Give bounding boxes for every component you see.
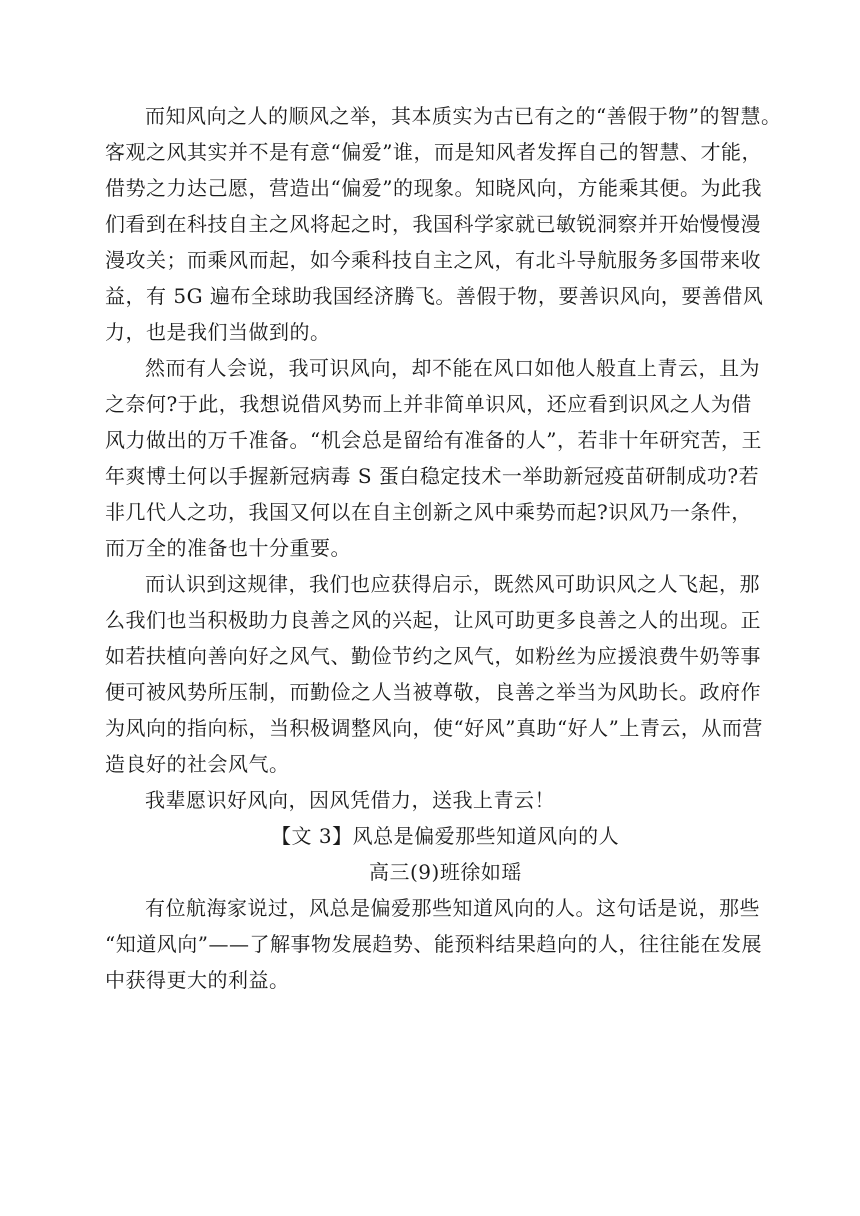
paragraph-line: 益，有 5G 遍布全球助我国经济腾飞。善假于物，要善识风向，要善借风 — [105, 284, 764, 308]
paragraph-line: 中获得更大的利益。 — [105, 968, 290, 992]
paragraph-line: 客观之风其实并不是有意“偏爱”谁，而是知风者发挥自己的智慧、才能， — [105, 140, 762, 164]
paragraph-line: 然而有人会说，我可识风向，却不能在风口如他人般直上青云，且为 — [145, 356, 760, 380]
paragraph-line: 如若扶植向善向好之风气、勤俭节约之风气，如粉丝为应援浪费牛奶等事 — [105, 644, 761, 668]
paragraph-line: 年爽博土何以手握新冠病毒 S 蛋白稳定技术一举助新冠疫苗研制成功?若 — [105, 464, 760, 488]
paragraph-line: 而知风向之人的顺风之举，其本质实为古已有之的“善假于物”的智慧。 — [145, 104, 782, 128]
paragraph-line: 非几代人之功，我国又何以在自主创新之风中乘势而起?识风乃一条件， — [105, 500, 752, 524]
paragraph-line: 而认识到这规律，我们也应获得启示，既然风可助识风之人飞起，那 — [145, 572, 760, 596]
paragraph-line: 而万全的准备也十分重要。 — [105, 536, 351, 560]
paragraph-line: 便可被风势所压制，而勤俭之人当被尊敬，良善之举当为风助长。政府作 — [105, 680, 761, 704]
paragraph-line: 有位航海家说过，风总是偏爱那些知道风向的人。这句话是说，那些 — [145, 896, 760, 920]
paragraph-line: 造良好的社会风气。 — [105, 752, 290, 776]
paragraph-line: 为风向的指向标，当积极调整风向，使“好风”真助“好人”上青云，从而营 — [105, 716, 763, 740]
essay-title: 【文 3】风总是偏爱那些知道风向的人 — [271, 824, 620, 848]
paragraph-line: 么我们也当积极助力良善之风的兴起，让风可助更多良善之人的出现。正 — [105, 608, 761, 632]
paragraph-line: 力，也是我们当做到的。 — [105, 320, 331, 344]
paragraph-line: 们看到在科技自主之风将起之时，我国科学家就已敏锐洞察并开始慢慢漫 — [105, 212, 761, 236]
paragraph-line: 我辈愿识好风向，因风凭借力，送我上青云！ — [145, 788, 555, 812]
paragraph-line: 借势之力达己愿，营造出“偏爱”的现象。知晓风向，方能乘其便。为此我 — [105, 176, 762, 200]
paragraph-line: 之奈何?于此，我想说借风势而上并非简单识风，还应看到识风之人为借 — [105, 392, 752, 416]
essay-body — [105, 98, 782, 998]
paragraph-line: 风力做出的万千准备。“机会总是留给有准备的人”，若非十年研究苦，王 — [105, 428, 762, 452]
essay-author: 高三(9)班徐如瑶 — [369, 860, 522, 884]
paragraph-line: 漫攻关；而乘风而起，如今乘科技自主之风，有北斗导航服务多国带来收 — [105, 248, 761, 272]
paragraph-line: “知道风向”——了解事物发展趋势、能预料结果趋向的人，往往能在发展 — [105, 932, 762, 956]
